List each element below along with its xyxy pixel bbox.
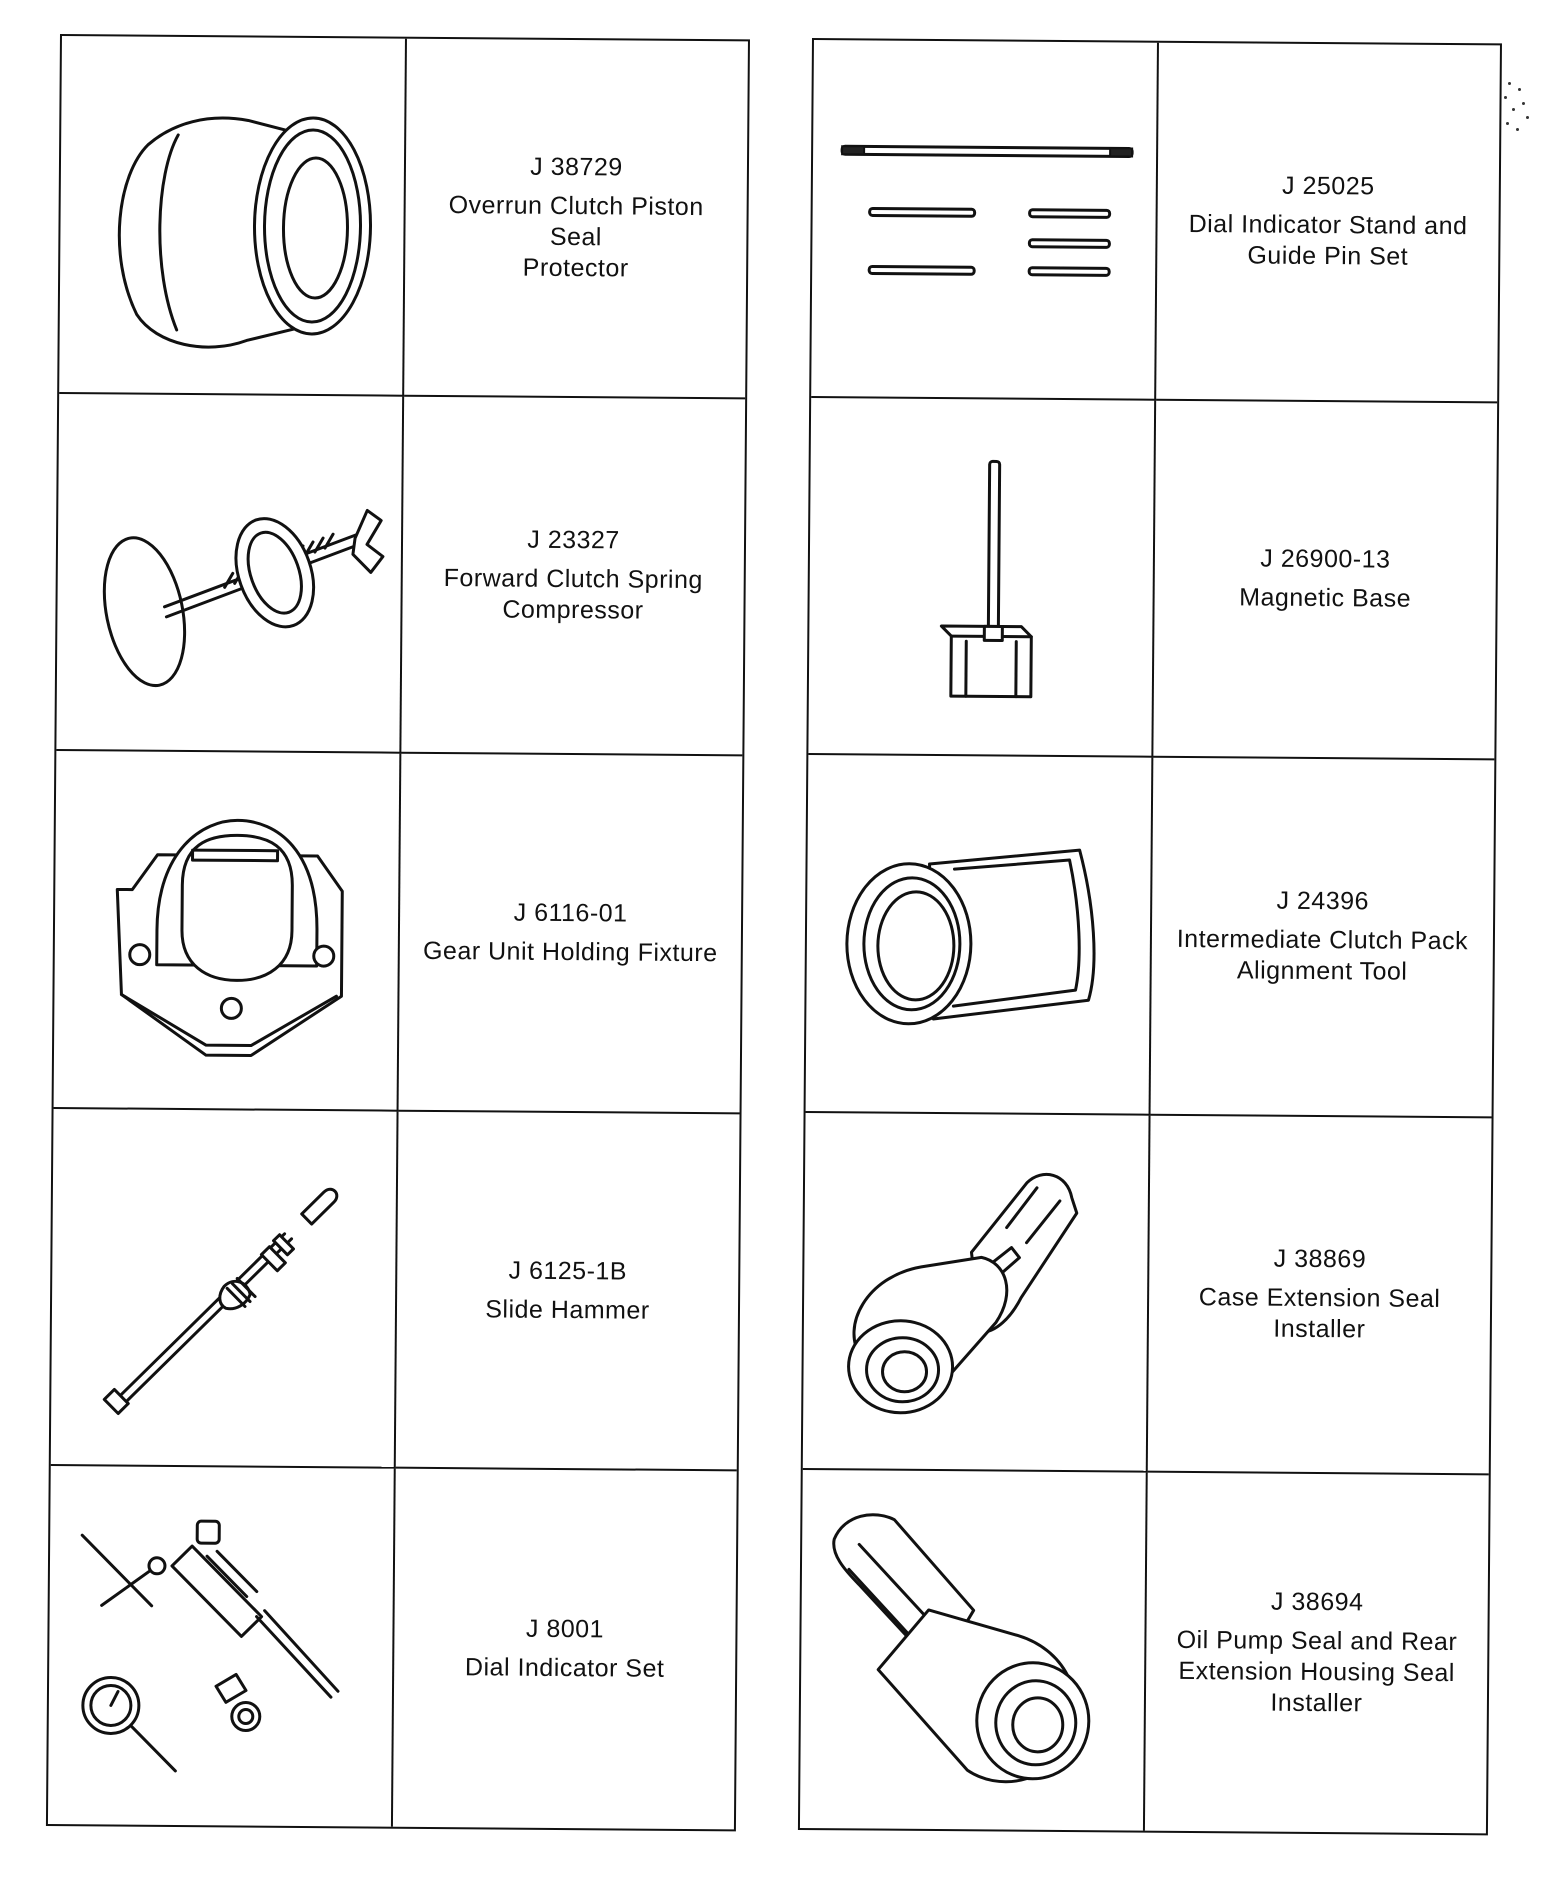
- holding-fixture-icon: [70, 779, 382, 1081]
- tool-number: J 38694: [1270, 1587, 1364, 1617]
- tool-name: Gear Unit Holding Fixture: [422, 936, 718, 968]
- tool-number: J 25025: [1282, 171, 1375, 201]
- tool-illustration-cell: [806, 755, 1154, 1115]
- alignment-tool-icon: [822, 783, 1134, 1085]
- guide-pin-set-icon: [828, 68, 1140, 370]
- tool-description-cell: [1151, 758, 1495, 1118]
- seal-protector-icon: [76, 64, 388, 366]
- tool-illustration-cell: [48, 1466, 396, 1826]
- tool-description-cell: [1153, 400, 1497, 760]
- tool-description-cell: [399, 754, 743, 1114]
- tool-number: J 38869: [1273, 1244, 1367, 1274]
- tool-name: Overrun Clutch Piston Seal Protector: [448, 190, 704, 283]
- tool-table-right: [798, 38, 1502, 1835]
- tool-name: Case Extension Seal Installer: [1198, 1283, 1441, 1344]
- tool-illustration-cell: [56, 394, 404, 754]
- tool-description-cell: [404, 39, 748, 399]
- slide-hammer-icon: [67, 1137, 379, 1439]
- tool-description-cell: [401, 396, 745, 756]
- tool-illustration-cell: [811, 40, 1159, 400]
- tool-illustration-cell: [51, 1109, 399, 1469]
- tool-name: Dial Indicator Set: [464, 1653, 665, 1683]
- tool-illustration-cell: [800, 1470, 1148, 1830]
- tool-illustration-cell: [54, 751, 402, 1111]
- tool-table-left: [46, 34, 750, 1831]
- tool-description-cell: [1145, 1473, 1489, 1833]
- dial-indicator-set-icon: [65, 1495, 377, 1797]
- tool-description-cell: [1148, 1115, 1492, 1475]
- case-seal-installer-icon: [819, 1141, 1131, 1443]
- oil-pump-seal-installer-icon: [817, 1499, 1129, 1801]
- tool-number: J 26900-13: [1260, 544, 1391, 574]
- tool-illustration-cell: [803, 1113, 1151, 1473]
- tool-description-cell: [396, 1111, 740, 1471]
- tool-description-cell: [1156, 43, 1500, 403]
- tool-name: Dial Indicator Stand and Guide Pin Set: [1188, 210, 1468, 271]
- tool-number: J 6116-01: [513, 898, 628, 928]
- tool-number: J 38729: [530, 152, 623, 182]
- magnetic-base-icon: [825, 426, 1137, 728]
- tool-illustration-cell: [808, 398, 1156, 758]
- spring-compressor-icon: [73, 422, 385, 724]
- scan-speckle: [1500, 78, 1540, 134]
- tool-name: Magnetic Base: [1239, 583, 1412, 614]
- tool-number: J 23327: [527, 525, 620, 555]
- tool-number: J 8001: [525, 1614, 605, 1644]
- tool-number: J 24396: [1276, 887, 1370, 916]
- tool-illustration-cell: [59, 36, 407, 396]
- tool-description-cell: [393, 1469, 737, 1829]
- tool-name: Slide Hammer: [485, 1294, 650, 1325]
- tool-name: Forward Clutch Spring Compressor: [443, 563, 703, 625]
- tool-number: J 6125-1B: [508, 1256, 628, 1286]
- tool-name: Oil Pump Seal and Rear Extension Housing Seal Installer: [1176, 1626, 1458, 1718]
- tool-name: Intermediate Clutch Pack Alignment Tool: [1176, 925, 1469, 987]
